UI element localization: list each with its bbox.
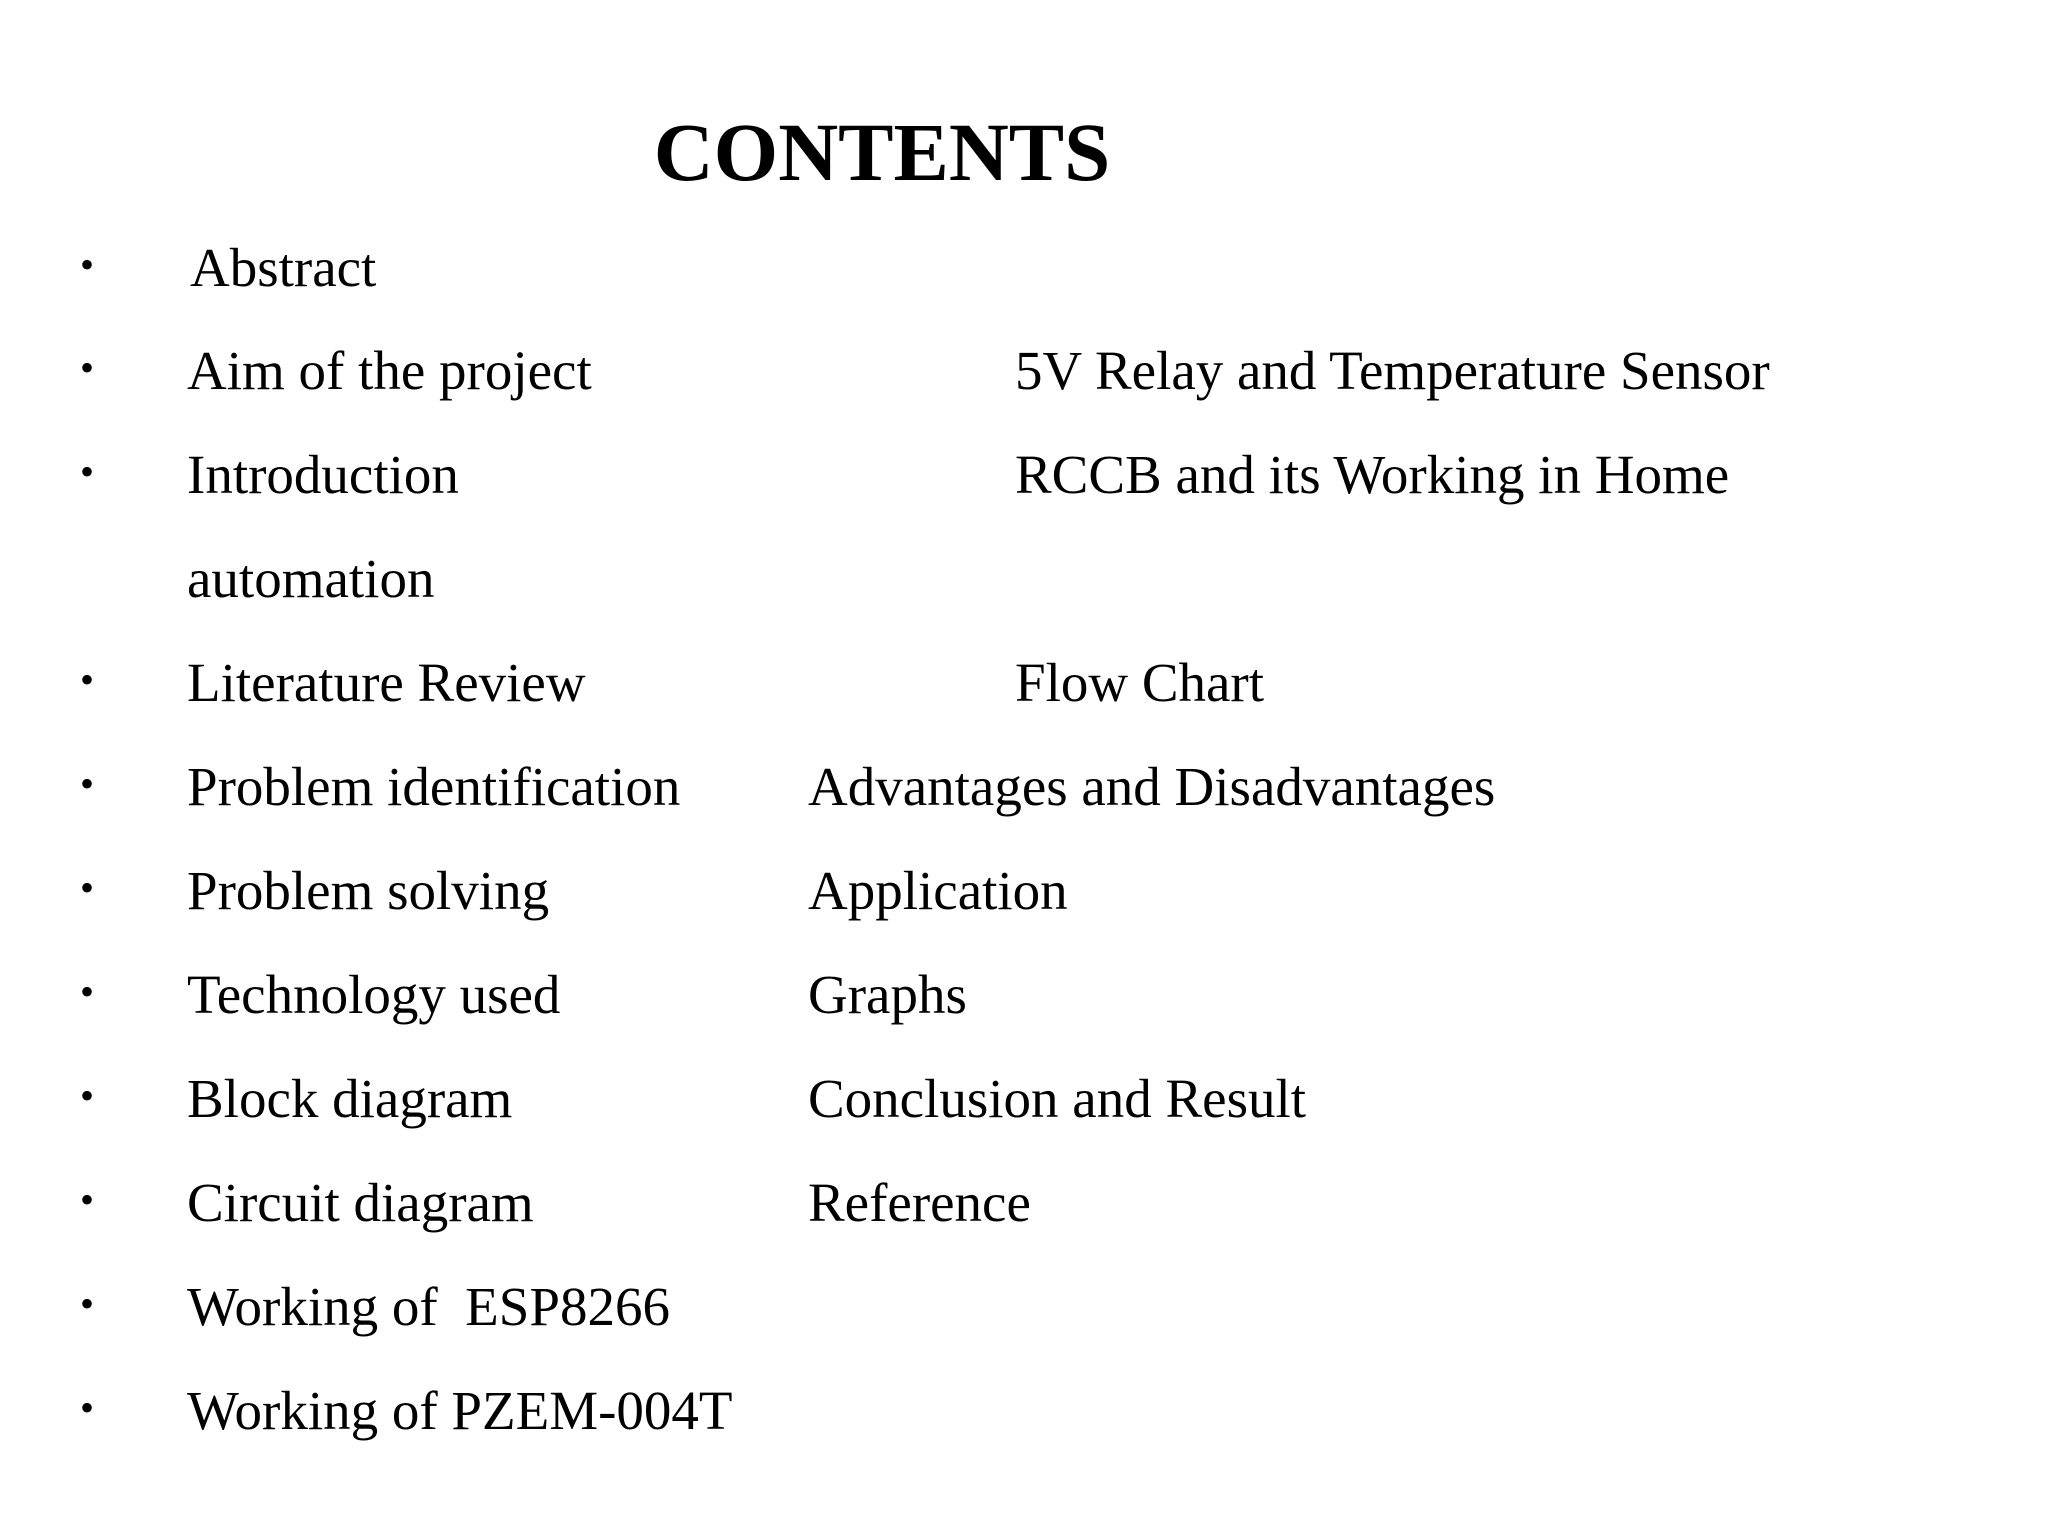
list-item xyxy=(0,331,2048,411)
contents-item-left: Literature Review xyxy=(187,652,586,713)
contents-item-left: Block diagram xyxy=(187,1068,513,1129)
list-item xyxy=(0,643,2048,723)
contents-item-right: Advantages and Disadvantages xyxy=(808,756,1496,817)
bullet-icon: • xyxy=(80,865,95,910)
contents-item-left: Working of ESP8266 xyxy=(187,1276,670,1337)
list-item-continuation xyxy=(0,539,2048,619)
list-item xyxy=(0,747,2048,827)
list-item xyxy=(0,955,2048,1035)
contents-item-left: Circuit diagram xyxy=(187,1172,534,1233)
slide-title: CONTENTS xyxy=(653,106,1111,198)
contents-item-left: Introduction xyxy=(187,444,459,505)
contents-item-left: Aim of the project xyxy=(187,340,592,401)
list-item xyxy=(0,1371,2048,1451)
contents-item-left: Technology used xyxy=(187,964,561,1025)
list-item xyxy=(0,851,2048,931)
contents-item-right: RCCB and its Working in Home xyxy=(1015,444,1730,505)
contents-item-left: automation xyxy=(187,548,435,609)
contents-item-left: Problem solving xyxy=(187,860,550,921)
contents-item-right: Application xyxy=(808,860,1068,921)
bullet-icon: • xyxy=(80,761,95,806)
contents-item-right: Reference xyxy=(808,1172,1031,1233)
contents-item-right: Conclusion and Result xyxy=(808,1068,1307,1129)
list-item xyxy=(0,1059,2048,1139)
bullet-icon: • xyxy=(80,242,95,287)
contents-item-right: 5V Relay and Temperature Sensor xyxy=(1015,340,1770,401)
contents-item-right: Flow Chart xyxy=(1015,652,1265,713)
list-item xyxy=(0,435,2048,515)
bullet-icon: • xyxy=(80,969,95,1014)
contents-item-left: Working of PZEM-004T xyxy=(187,1380,733,1441)
bullet-icon: • xyxy=(80,1281,95,1326)
bullet-icon: • xyxy=(80,449,95,494)
list-item xyxy=(0,1267,2048,1347)
contents-item-left: Abstract xyxy=(190,237,377,298)
bullet-icon: • xyxy=(80,1177,95,1222)
contents-item-right: Graphs xyxy=(808,964,967,1025)
bullet-icon: • xyxy=(80,1073,95,1118)
bullet-icon: • xyxy=(80,345,95,390)
bullet-icon: • xyxy=(80,1385,95,1430)
list-item xyxy=(0,228,2048,308)
list-item xyxy=(0,1163,2048,1243)
bullet-icon: • xyxy=(80,657,95,702)
contents-item-left: Problem identification xyxy=(187,756,681,817)
